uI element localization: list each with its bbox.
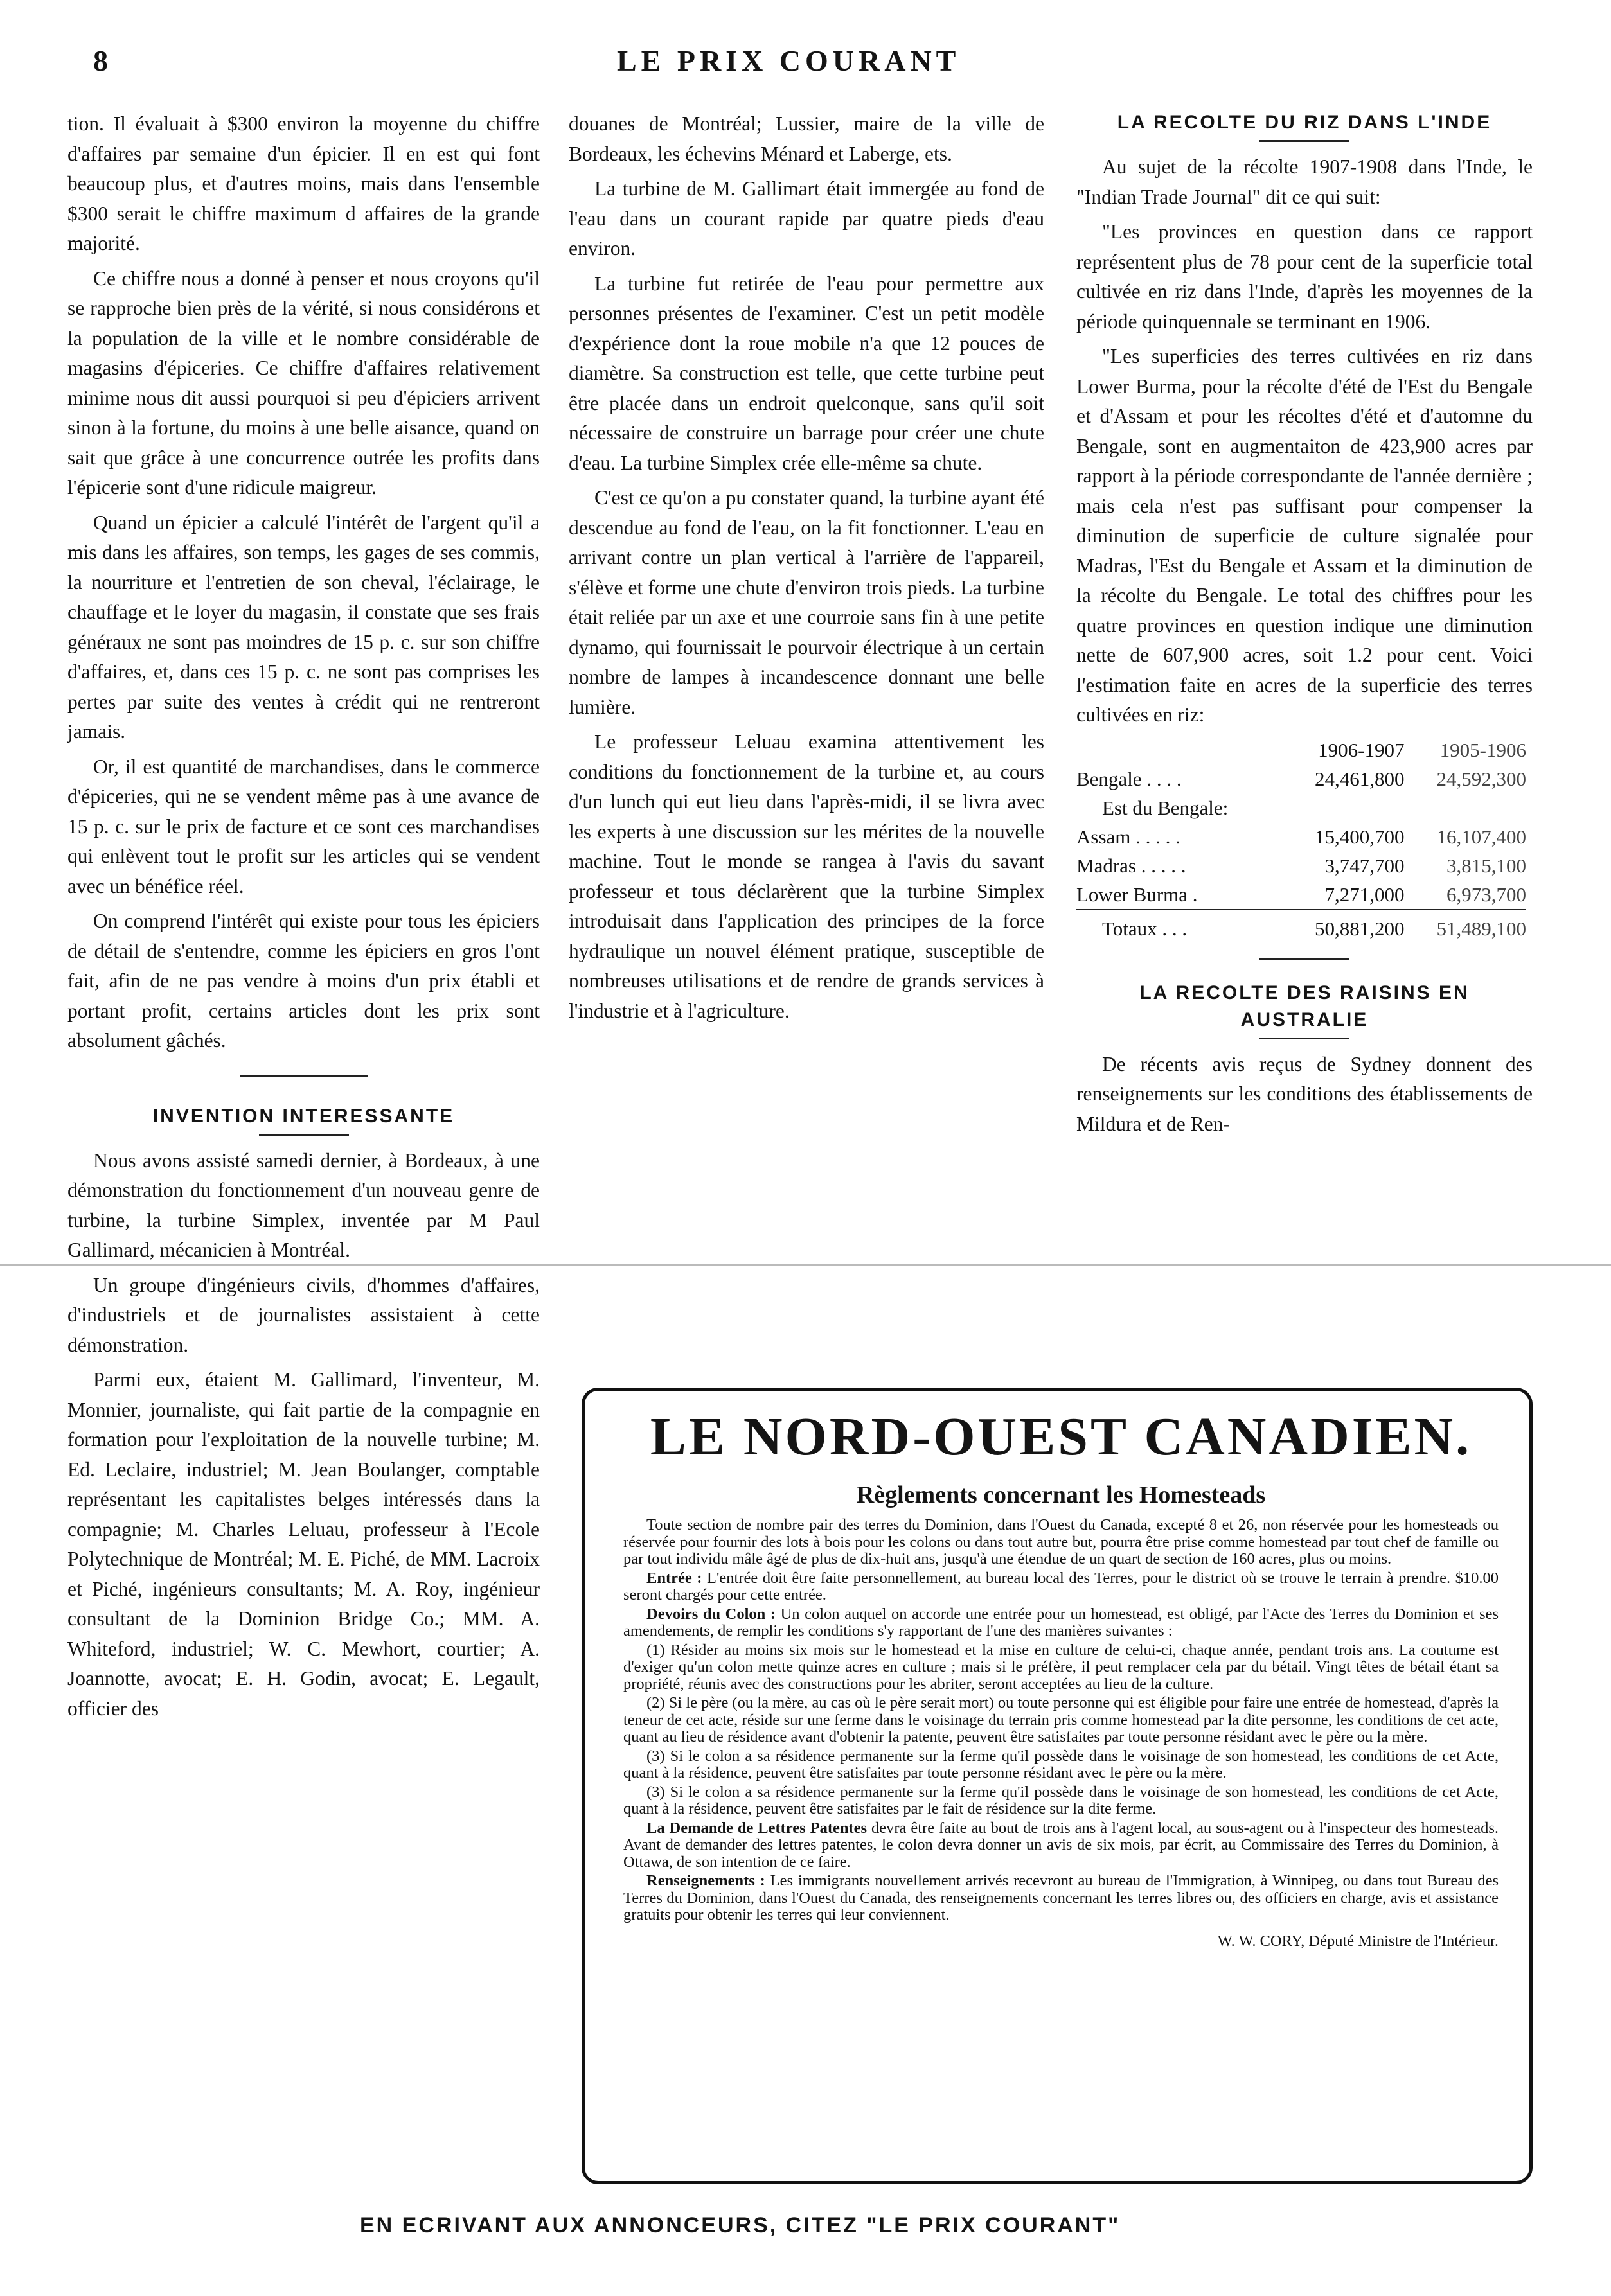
- ad-paragraph: (1) Résider au moins six mois sur le homestead et la mise en culture de celui-ci, chaque année, pendant trois ans. La coutume est d'exiger qu'un colon mette quinze acres en culture ; mais si le préfère, il peut remplacer cela par du bétail. Vingt têtes de bétail étant sa propriété, réunis avec des constructions pour les abriter, seront acceptées au lieu de la culture.: [623, 1641, 1499, 1693]
- page-footer: EN ECRIVANT AUX ANNONCEURS, CITEZ "LE PRIX COURANT": [360, 2213, 1121, 2238]
- newspaper-title: LE PRIX COURANT: [617, 44, 961, 77]
- section-heading-riz: LA RECOLTE DU RIZ DANS L'INDE: [1117, 112, 1492, 133]
- article-paragraph: Au sujet de la récolte 1907-1908 dans l'Inde, le "Indian Trade Journal" dit ce qui suit:: [1076, 155, 1533, 208]
- table-row: [1076, 793, 1526, 822]
- article-paragraph: "Les superficies des terres cultivées en riz dans Lower Burma, pour la récolte d'été de l'Est du Bengale et d'Assam et pour les récoltes d'été et d'automne du Bengale, sont en augmentaiton de 423,900 acres par rapport à la période correspondante de l'année dernière ; mais cela n'est pas suffisant pour compenser la diminution de superficie de culture signalée pour Madras, l'Est du Bengale et Assam et la diminution de la récolte du Bengale. Le total des chiffres pour les quatre provinces en question indique une diminution nette de 607,900 acres, soit 1.2 pour cent. Voici l'estimation faite en acres de la superficie des terres cultivées en riz:: [1076, 345, 1533, 726]
- ad-paragraph: [623, 1873, 1499, 1924]
- table-cell: 15,400,700: [1314, 825, 1405, 848]
- ad-paragraph: (2) Si le père (ou la mère, au cas où le père serait mort) ou toute personne qui est éligible pour faire une entrée de homestead, d'après la teneur de cet acte, réside sur une ferme dans le voisinage du terrain pris comme homestead par la dite personne, les conditions de cet acte, quant au lieu de résidence avant d'obtenir la patente, peuvent être satisfaites par toute personne résidant avec le père ou la mère.: [623, 1694, 1499, 1745]
- article-paragraph: douanes de Montréal; Lussier, maire de la ville de Bordeaux, les échevins Ménard et Laberge, ets.: [569, 112, 1044, 165]
- article-paragraph: "Les provinces en question dans ce rapport représentent plus de 78 pour cent de la superficie total cultivée en riz dans l'Inde, d'après les moyennes de la période quinquennale se terminant en 1906.: [1076, 220, 1533, 333]
- ad-paragraph: [623, 1820, 1499, 1871]
- column-1: [67, 109, 540, 1729]
- article-paragraph: Le professeur Leluau examina attentivement les conditions du fonctionnement de la turbine et, au cours d'un lunch qui eut lieu dans l'après-midi, il se livra avec les experts à une discussion sur les mérites de la nouvelle machine. Tout le monde se rangea à l'avis du savant professeur et tous déclarèrent que la turbine Simplex introduisait dans l'application des principes de la force hydraulique un nouvel élément pratique, susceptible de nombreuses utilisations et de rendre de grands services à l'industrie et à l'agriculture.: [569, 730, 1044, 1022]
- table-cell: 7,271,000: [1324, 883, 1405, 906]
- table-cell: 3,747,700: [1324, 854, 1405, 877]
- table-row: [1076, 851, 1526, 880]
- ad-text: L'entrée doit être faite personnellement, au bureau local des Terres, pour le district où se trouve le terrain à prendre. $10.00 seront chargés pour cette entrée.: [623, 1569, 1499, 1603]
- ad-label: Renseignements :: [646, 1872, 765, 1889]
- article-paragraph: La turbine de M. Gallimart était immergée au fond de l'eau dans un courant rapide par quatre pieds d'eau environ.: [569, 177, 1044, 260]
- table-cell: Madras . . . . .: [1076, 854, 1186, 877]
- table-cell: 24,461,800: [1314, 767, 1405, 790]
- table-cell: Est du Bengale:: [1102, 796, 1229, 819]
- ad-paragraph: (3) Si le colon a sa résidence permanente sur la ferme qu'il possède dans le voisinage de son homestead, les conditions de cet Acte, quant à la résidence, peuvent être satisfaites par toute personne résidant avec le père ou la mère.: [623, 1747, 1499, 1781]
- table-row: [1076, 764, 1526, 793]
- article-paragraph: tion. Il évaluait à $300 environ la moyenne du chiffre d'affaires par semaine d'un épicier. Il en est qui font beaucoup plus, et d'autres moins, mais dans l'ensemble $300 serait le chiffre maximum d affaires de la grande majorité.: [67, 112, 540, 254]
- ad-subtitle: Règlements concernant les Homesteads: [856, 1481, 1266, 1508]
- section-divider: [240, 1075, 368, 1077]
- table-cell: 6,973,700: [1446, 883, 1526, 906]
- ad-paragraph: (3) Si le colon a sa résidence permanente sur la ferme qu'il possède dans le voisinage de son homestead, les conditions de cet Acte, quant à la résidence, peuvent être satisfaites par le fait de résidence sur la dite ferme.: [623, 1783, 1499, 1817]
- table-row: [1076, 880, 1526, 910]
- article-paragraph: Or, il est quantité de marchandises, dans le commerce d'épiceries, qui ne se vendent même pas à une avance de 15 p. c. sur le prix de facture et ce sont ces marchandises qui enlèvent tout le profit sur les articles qui se vendent avec un bénéfice réel.: [67, 755, 540, 897]
- rice-acreage-table: [1076, 736, 1526, 943]
- heading-rule: [1259, 1038, 1349, 1039]
- ad-label: La Demande de Lettres Patentes: [646, 1819, 868, 1837]
- table-cell: 24,592,300: [1436, 767, 1526, 790]
- table-cell: Assam . . . . .: [1076, 825, 1180, 848]
- table-header: 1905-1906: [1439, 738, 1526, 761]
- section-divider: [1259, 958, 1349, 960]
- table-cell: 16,107,400: [1436, 825, 1526, 848]
- article-paragraph: Un groupe d'ingénieurs civils, d'hommes d'affaires, d'industriels et de journalistes assistaient à cette démonstration.: [67, 1273, 540, 1356]
- article-paragraph: Quand un épicier a calculé l'intérêt de l'argent qu'il a mis dans les affaires, son temps, les gages de ses commis, la nourriture et l'entretien de son cheval, l'éclairage, le chauffage et le loyer du magasin, il constate que ses frais généraux ne sont pas moindres de 15 p. c. sur son chiffre d'affaires, et, dans ces 15 p. c. ne sont pas comprises les pertes par suite des ventes à crédit qui ne rentreront jamais.: [67, 511, 540, 743]
- ad-paragraph: Toute section de nombre pair des terres du Dominion, dans l'Ouest du Canada, excepté 8 et 26, non réservée pour les homesteads ou réservée pour fournir des lots à bois pour les colons ou dans tout autre but, pourra être prise comme homestead par tout chef de famille ou par tout individu mâle âgé de plus de dix-huit ans, jusqu'à une étendue de un quart de section de 160 acres, plus ou moins.: [623, 1516, 1499, 1567]
- article-paragraph: Nous avons assisté samedi dernier, à Bordeaux, à une démonstration du fonctionnement d'un nouveau genre de turbine, la turbine Simplex, inventée par M Paul Gallimard, mécanicien à Montréal.: [67, 1149, 540, 1261]
- article-paragraph: C'est ce qu'on a pu constater quand, la turbine ayant été descendue au fond de l'eau, on la fit fonctionner. L'eau en arrivant contre un plan vertical à l'arrière de l'appareil, s'élève et forme une chute d'environ trois pieds. La turbine était reliée par un axe et une courroie sans fin à une petite dynamo, qui fournissait le pourvoir électrique à un certain nombre de lampes à incandescence donnant une belle lumière.: [569, 486, 1044, 718]
- homestead-advertisement: [582, 1388, 1533, 2184]
- ad-title: LE NORD-OUEST CANADIEN.: [650, 1407, 1472, 1467]
- column-2: [569, 109, 1044, 1031]
- ad-label: Entrée :: [646, 1569, 702, 1587]
- article-paragraph: Ce chiffre nous a donné à penser et nous croyons qu'il se rapproche bien près de la vérité, si nous considérons et la population de la ville et le nombre considérable de magasins d'épiceries. Ce chiffre d'affaires relativement minime nous dit aussi pourquoi si peu d'épiciers arrivent sinon à la fortune, du moins à une belle aisance, quand on sait que grâce à une concurrence outrée les profits dans l'épicerie sont d'une ridicule maigreur.: [67, 267, 540, 499]
- table-cell: Lower Burma .: [1076, 883, 1198, 906]
- table-cell: Bengale . . . .: [1076, 767, 1182, 790]
- article-paragraph: La turbine fut retirée de l'eau pour permettre aux personnes présentes de l'examiner. C'est un petit modèle d'expérience dont la roue mobile n'a que 12 pouces de diamètre. Sa construction est telle, que cette turbine peut être placée dans un endroit quelconque, sans qu'il soit nécessaire de construire un barrage pour créer une chute d'eau. La turbine Simplex crée elle-même sa chute.: [569, 272, 1044, 474]
- table-total-row: [1076, 910, 1526, 943]
- section-heading-raisins: LA RECOLTE DES RAISINS EN AUSTRALIE: [1139, 982, 1470, 1030]
- table-cell: Totaux . . .: [1076, 910, 1283, 943]
- ad-text: Un colon auquel on accorde une entrée pour un homestead, est obligé, par l'Acte des Terres du Dominion et ses amendements, de remplir les conditions s'y rapportant de l'une des manières suivantes :: [623, 1605, 1499, 1639]
- table-cell: 51,489,100: [1404, 910, 1526, 943]
- article-paragraph: Parmi eux, étaient M. Gallimard, l'inventeur, M. Monnier, journaliste, qui fait partie de la compagnie en formation pour l'exploitation de la nouvelle turbine; M. Ed. Leclaire, industriel; M. Jean Boulanger, comptable représentant les capitalistes belges intéressés dans la compagnie; M. Charles Leluau, professeur à l'Ecole Polytechnique de Montréal; M. E. Piché, de MM. Lacroix et Piché, ingénieurs consultants; M. A. Roy, ingénieur consultant de la Dominion Bridge Co.; MM. A. Whiteford, industriel; W. C. Mewhort, courtier; A. Joannotte, avocat; E. H. Godin, avocat; E. Legault, officier des: [67, 1368, 540, 1720]
- table-cell: 3,815,100: [1446, 854, 1526, 877]
- table-header-row: [1076, 736, 1526, 764]
- ad-label: Devoirs du Colon :: [646, 1605, 776, 1623]
- heading-rule: [1259, 140, 1349, 142]
- ad-signature: W. W. CORY, Député Ministre de l'Intérieur.: [1217, 1932, 1499, 1950]
- heading-rule: [259, 1134, 349, 1136]
- ad-paragraph: [623, 1570, 1499, 1604]
- section-heading-invention: INVENTION INTERESSANTE: [152, 1105, 455, 1127]
- table-row: [1076, 822, 1526, 851]
- ad-body: [623, 1517, 1499, 1950]
- ad-text: devra être faite au bout de trois ans à l'agent local, au sous-agent ou à l'inspecteur des homesteads. Avant de demander des lettres patentes, le colon devra donner un avis de six mois, par écrit, au Commissaire des Terres du Dominion, à Ottawa, de son intention de ce faire.: [623, 1819, 1499, 1871]
- table-cell: 50,881,200: [1283, 910, 1405, 943]
- article-paragraph: On comprend l'intérêt qui existe pour tous les épiciers de détail de s'entendre, comme les épiciers en gros l'ont fait, afin de ne pas vendre à moins d'un prix établi et portant profit, certains articles dont les prix sont absolument gâchés.: [67, 910, 540, 1052]
- ad-text: Les immigrants nouvellement arrivés recevront au bureau de l'Immigration, à Winnipeg, ou dans tout Bureau des Terres du Dominion, dans l'Ouest du Canada, des renseignements concernant les terres libres ou, des officiers en charge, avis et assistance gratuits pour obtenir les terres qui leur conviennent.: [623, 1872, 1499, 1923]
- column-3: [1076, 109, 1533, 1144]
- page-number: 8: [93, 44, 108, 77]
- table-header: 1906-1907: [1318, 738, 1405, 761]
- ad-paragraph: [623, 1606, 1499, 1640]
- article-paragraph: De récents avis reçus de Sydney donnent des renseignements sur les conditions des établissements de Mildura et de Ren-: [1076, 1052, 1533, 1135]
